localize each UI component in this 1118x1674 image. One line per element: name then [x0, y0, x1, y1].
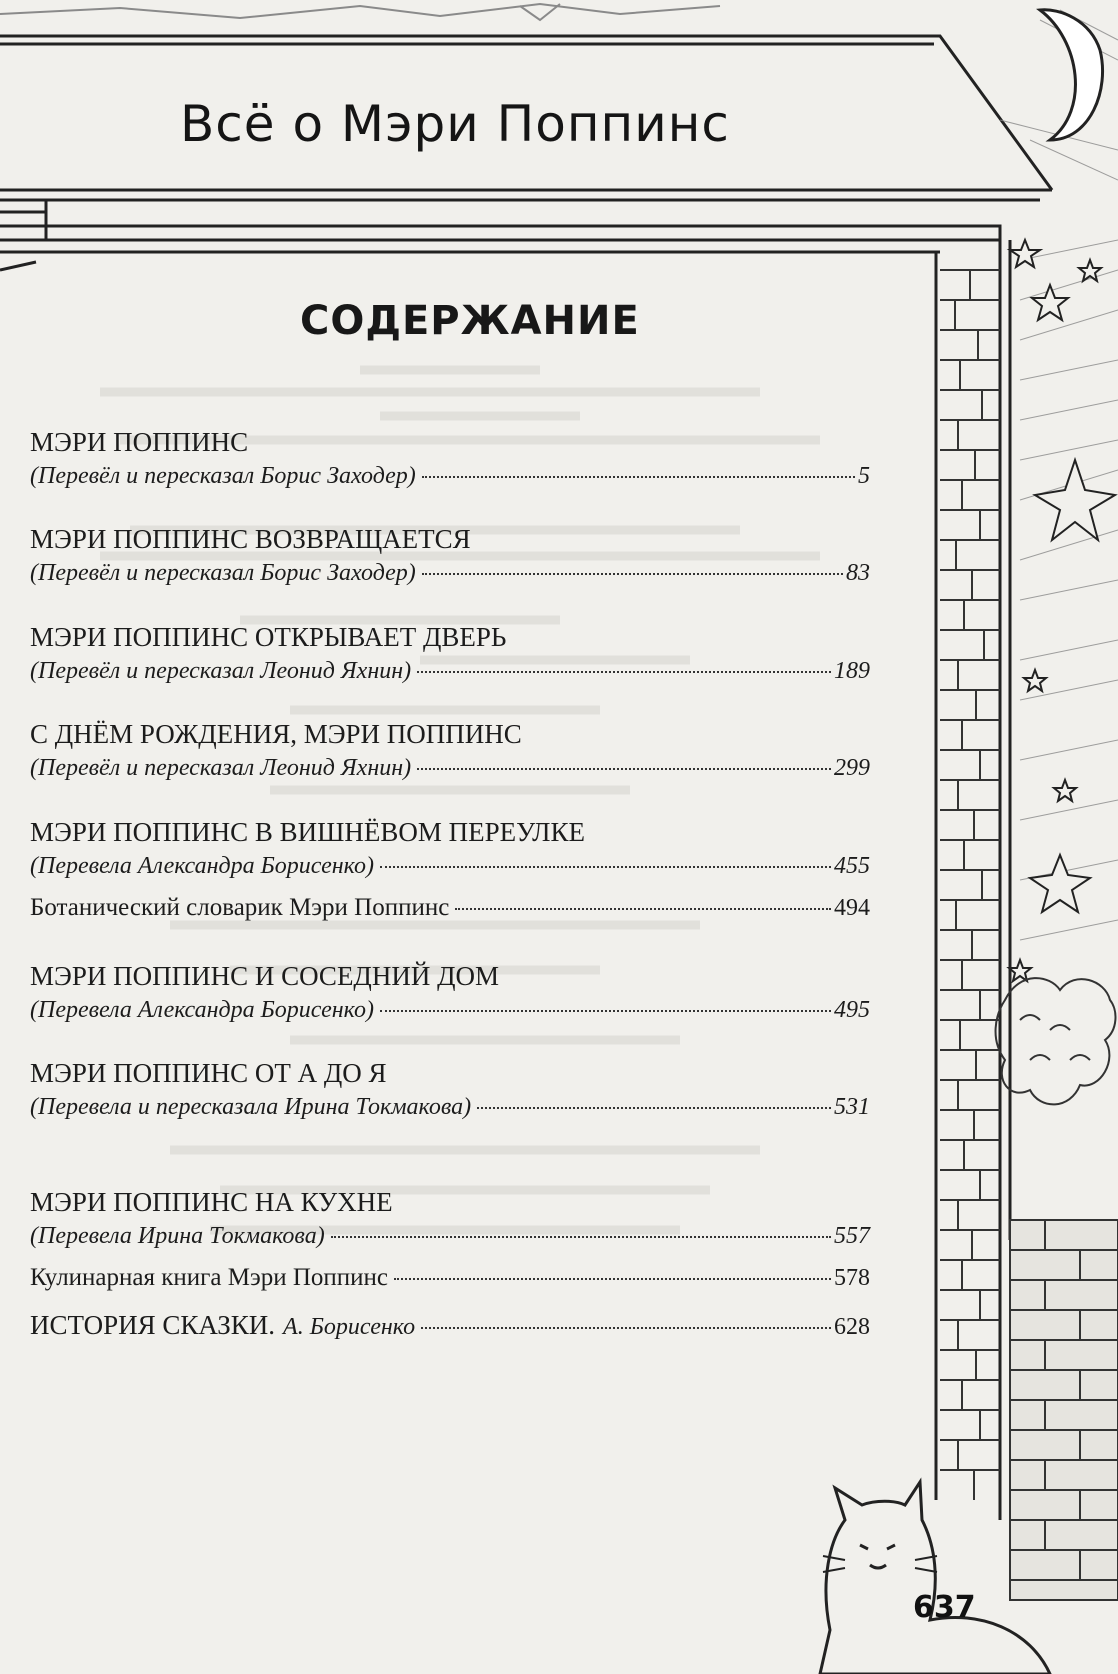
leader-dots — [417, 768, 831, 770]
toc-entry-credit-line — [30, 993, 870, 1027]
toc-subentry-line[interactable] — [30, 1261, 870, 1295]
toc-entry[interactable] — [30, 959, 870, 1027]
toc-subentry-page: 578 — [834, 1265, 870, 1291]
toc-entry-page: 83 — [846, 560, 870, 586]
leader-dots — [477, 1107, 831, 1109]
toc-entry[interactable] — [30, 717, 870, 785]
toc-entry[interactable] — [30, 1056, 870, 1124]
leader-dots — [421, 1327, 831, 1329]
toc-entry-title: МЭРИ ПОППИНС ОТКРЫВАЕТ ДВЕРЬ — [30, 622, 507, 652]
toc-entry[interactable] — [30, 425, 870, 493]
toc-entry-title: МЭРИ ПОППИНС НА КУХНЕ — [30, 1187, 393, 1217]
toc-entry[interactable] — [30, 1308, 870, 1342]
toc-entry-page: 5 — [858, 463, 870, 489]
toc-entry-page: 628 — [834, 1314, 870, 1340]
toc-entry-page: 455 — [834, 853, 870, 879]
toc-entry[interactable] — [30, 815, 870, 925]
moon-icon — [1040, 10, 1103, 140]
toc-entry-credit: (Перевёл и пересказал Борис Заходер) — [30, 560, 416, 586]
star-icons — [1009, 240, 1115, 981]
toc-entry-title: МЭРИ ПОППИНС — [30, 427, 249, 457]
toc-entry-credit: (Перевела Александра Борисенко) — [30, 853, 374, 879]
toc-entry-title: МЭРИ ПОППИНС В ВИШНЁВОМ ПЕРЕУЛКЕ — [30, 817, 585, 847]
toc-entry[interactable] — [30, 1185, 870, 1295]
toc-entry-title: МЭРИ ПОППИНС ОТ А ДО Я — [30, 1058, 387, 1088]
toc-entry-credit-line — [30, 849, 870, 883]
foliage-sketch — [996, 978, 1116, 1104]
leader-dots — [422, 476, 855, 478]
toc-entry-credit-line — [30, 751, 870, 785]
toc-subentry-page: 494 — [834, 895, 870, 921]
toc-entry-credit-line — [30, 1219, 870, 1253]
toc-entry-credit: (Перевела и пересказала Ирина Токмакова) — [30, 1094, 472, 1120]
book-title: Всё о Мэри Поппинс — [180, 95, 730, 153]
toc-entry-credit: (Перевёл и пересказал Леонид Яхнин) — [30, 658, 412, 684]
leader-dots — [422, 573, 843, 575]
toc-entry-page: 299 — [834, 755, 870, 781]
brick-wall — [1010, 1220, 1118, 1600]
toc-entry-page: 531 — [834, 1094, 870, 1120]
page-number: 637 — [913, 1590, 976, 1625]
toc-entry-credit: (Перевёл и пересказал Борис Заходер) — [30, 463, 416, 489]
toc-entry-credit-line — [30, 556, 870, 590]
leader-dots — [417, 671, 831, 673]
toc-subentry-line[interactable] — [30, 891, 870, 925]
building-column — [936, 240, 1010, 1520]
leader-dots — [380, 1010, 831, 1012]
toc-entry-page: 189 — [834, 658, 870, 684]
toc-entry-credit: (Перевёл и пересказал Леонид Яхнин) — [30, 755, 412, 781]
toc-entry[interactable] — [30, 522, 870, 590]
leader-dots — [394, 1278, 831, 1280]
toc-subentry-title: Ботанический словарик Мэри Поппинс — [30, 894, 450, 921]
toc-entry-credit-line — [30, 654, 870, 688]
leader-dots — [455, 908, 831, 910]
toc-entry-page: 557 — [834, 1223, 870, 1249]
toc-entry-page: 495 — [834, 997, 870, 1023]
leader-dots — [380, 866, 831, 868]
toc-entry-credit: (Перевела Александра Борисенко) — [30, 997, 374, 1023]
leader-dots — [331, 1236, 831, 1238]
toc-entry-title: С ДНЁМ РОЖДЕНИЯ, МЭРИ ПОППИНС — [30, 719, 522, 749]
toc-entry-credit-line — [30, 459, 870, 493]
toc-entry-credit: (Перевела Ирина Токмакова) — [30, 1223, 325, 1249]
toc-entry-line — [30, 1308, 870, 1342]
toc-heading: СОДЕРЖАНИЕ — [300, 298, 640, 344]
toc-entry-author: А. Борисенко — [283, 1314, 416, 1340]
toc-entry-title: ИСТОРИЯ СКАЗКИ. — [30, 1310, 276, 1340]
column-bricks — [940, 270, 1000, 1500]
roof-cornice — [0, 36, 1052, 270]
toc-entry-title: МЭРИ ПОППИНС ВОЗВРАЩАЕТСЯ — [30, 524, 471, 554]
toc-entry-title: МЭРИ ПОППИНС И СОСЕДНИЙ ДОМ — [30, 961, 500, 991]
toc-entry[interactable] — [30, 620, 870, 688]
toc-subentry-title: Кулинарная книга Мэри Поппинс — [30, 1264, 389, 1291]
toc-entry-credit-line — [30, 1090, 870, 1124]
